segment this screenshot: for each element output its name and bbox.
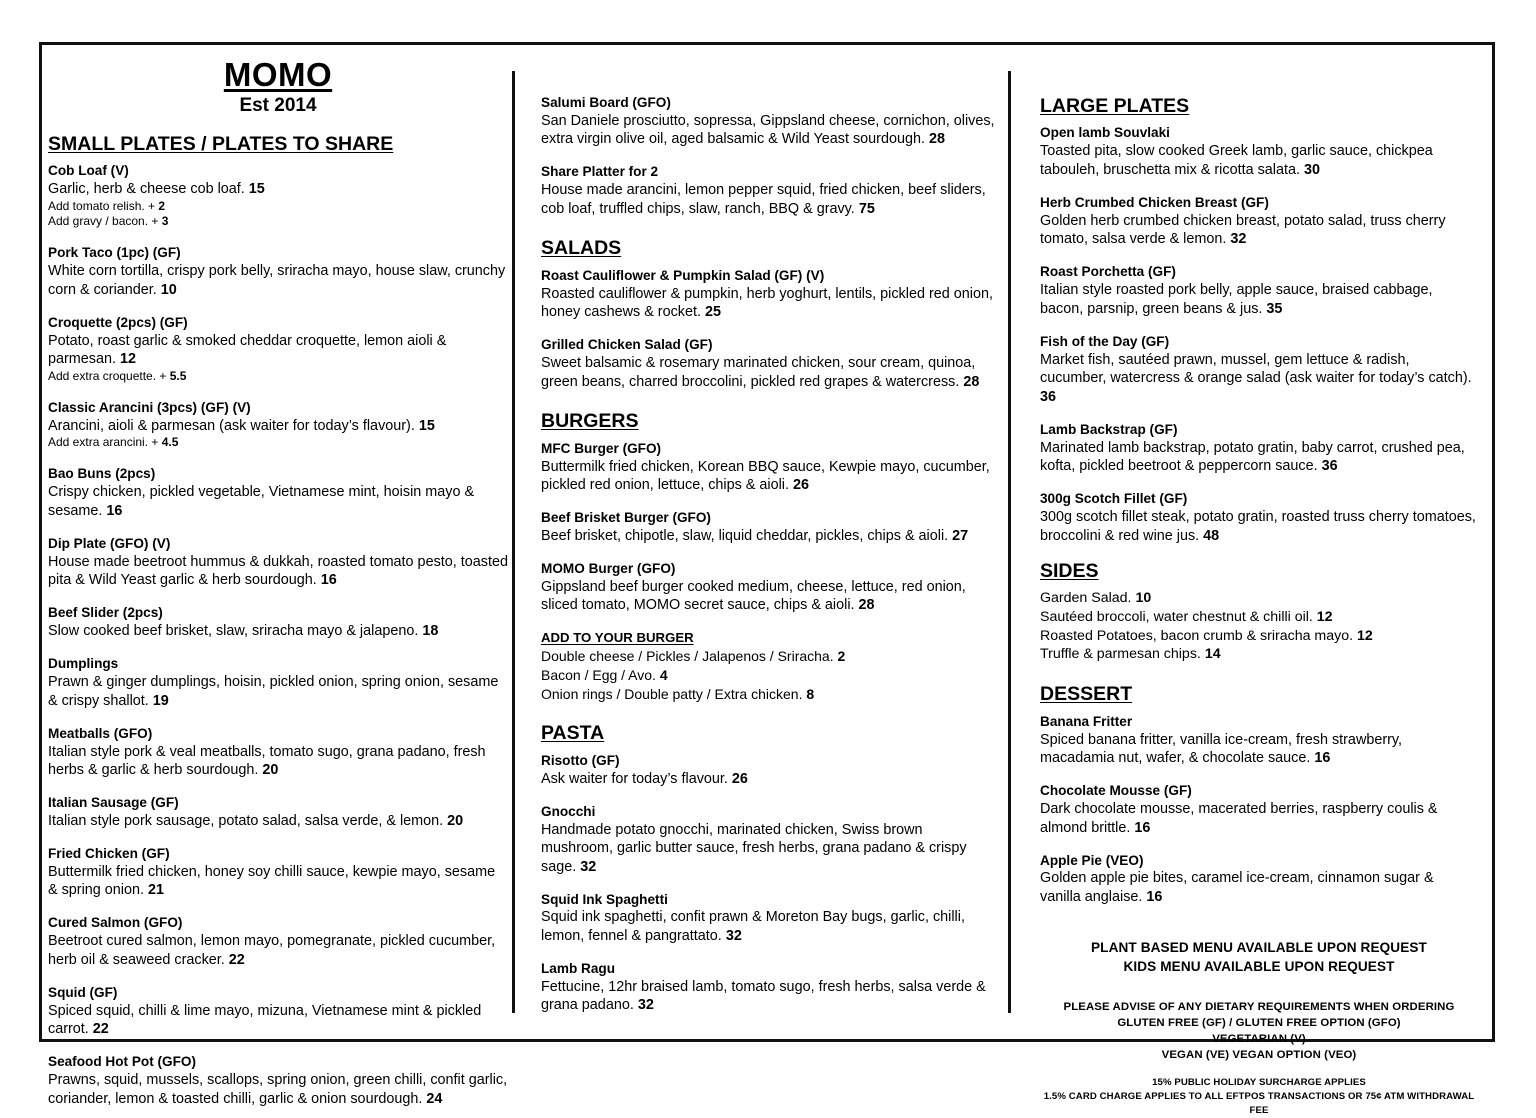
- menu-item-name: Grilled Chicken Salad (GF): [541, 337, 713, 353]
- menu-item-description: Buttermilk fried chicken, Korean BBQ sauce, Kewpie mayo, cucumber, pickled red onion, lettuce, chips & aioli. 26: [541, 458, 990, 494]
- side-line: Truffle & parmesan chips. 14: [1040, 646, 1221, 663]
- menu-item-description: House made arancini, lemon pepper squid, fried chicken, beef sliders, cob loaf, truffled chips, slaw, ranch, BBQ & gravy. 75: [541, 182, 986, 217]
- menu-item-name: Chocolate Mousse (GF): [1040, 783, 1192, 799]
- menu-item-name: MOMO Burger (GFO): [541, 560, 676, 576]
- menu-item-name: Dumplings: [48, 656, 119, 672]
- menu-item-description: Golden apple pie bites, caramel ice-cream, cinnamon sugar & vanilla anglaise. 16: [1040, 870, 1434, 905]
- menu-item-name: Roast Cauliflower & Pumpkin Salad (GF) (V): [541, 267, 825, 283]
- notice-line: PLEASE ADVISE OF ANY DIETARY REQUIREMENTS WHEN ORDERING: [1063, 1000, 1455, 1013]
- menu-item: [1040, 263, 1478, 318]
- menu-item-description: White corn tortilla, crispy pork belly, sriracha mayo, house slaw, crunchy corn & coriander. 10: [48, 263, 506, 298]
- menu-item-name: Croquette (2pcs) (GF): [48, 314, 188, 330]
- menu-item-description: Prawn & ginger dumplings, hoisin, pickled onion, spring onion, sesame & crispy shallot. 19: [48, 674, 499, 709]
- surcharge-notice-list: [1040, 1076, 1478, 1118]
- menu-item: [48, 399, 508, 451]
- dietary-notice-list: [1040, 999, 1478, 1064]
- menu-item: [541, 803, 998, 876]
- salads-item-list: [541, 267, 998, 391]
- burger-addon-line: Double cheese / Pickles / Jalapenos / Sriracha. 2: [541, 648, 846, 665]
- menu-item-description: Handmade potato gnocchi, marinated chicken, Swiss brown mushroom, garlic butter sauce, fresh herbs, grana padano & crispy sage. 32: [541, 821, 967, 875]
- section-title: SMALL PLATES / PLATES TO SHARE: [48, 132, 394, 155]
- menu-item-name: Beef Slider (2pcs): [48, 605, 163, 621]
- menu-item: [1040, 124, 1478, 179]
- menu-item: [48, 604, 508, 640]
- menu-item-description: Gippsland beef burger cooked medium, cheese, lettuce, red onion, sliced tomato, MOMO secret sauce, chips & aioli. 28: [541, 578, 966, 614]
- section-title: SALADS: [541, 237, 622, 260]
- menu-item-name: Cob Loaf (V): [48, 163, 129, 179]
- menu-item-description: Buttermilk fried chicken, honey soy chilli sauce, kewpie mayo, sesame & spring onion. 21: [48, 863, 496, 899]
- menu-item-description: San Daniele prosciutto, sopressa, Gippsland cheese, cornichon, olives, extra virgin olive oil, aged balsamic & Wild Yeast sourdough. 28: [541, 112, 995, 148]
- section-dessert-header: [1040, 683, 1478, 705]
- burger-addon-line: Bacon / Egg / Avo. 4: [541, 667, 668, 684]
- menu-item-name: Squid (GF): [48, 984, 118, 1000]
- menu-item: [541, 960, 998, 1015]
- menu-item-name: MFC Burger (GFO): [541, 440, 662, 456]
- menu-item-name: Fried Chicken (GF): [48, 846, 170, 862]
- menu-item-description: Spiced squid, chilli & lime mayo, mizuna, Vietnamese mint & pickled carrot. 22: [48, 1002, 482, 1038]
- menu-item-description: Beef brisket, chipotle, slaw, liquid cheddar, pickles, chips & aioli. 27: [541, 527, 969, 544]
- burger-addon-line: Onion rings / Double patty / Extra chicken. 8: [541, 685, 815, 702]
- side-line: Garden Salad. 10: [1040, 589, 1152, 606]
- notice-line: 15% PUBLIC HOLIDAY SURCHARGE APPLIES: [1152, 1077, 1366, 1089]
- shared-plates-item-list: [541, 94, 998, 218]
- primary-notice-list: [1040, 938, 1478, 977]
- menu-item: [48, 794, 508, 830]
- menu-item-name: Lamb Ragu: [541, 960, 616, 976]
- menu-item-addon: Add extra croquette. + 5.5: [48, 368, 187, 383]
- menu-item-name: Apple Pie (VEO): [1040, 852, 1144, 868]
- menu-item-description: Beetroot cured salmon, lemon mayo, pomegranate, pickled cucumber, herb oil & seaweed cracker. 22: [48, 933, 496, 968]
- notice-line: GLUTEN FREE (GF) / GLUTEN FREE OPTION (GFO): [1117, 1016, 1401, 1029]
- menu-item-name: Herb Crumbed Chicken Breast (GF): [1040, 194, 1269, 210]
- menu-item: [541, 94, 998, 149]
- menu-item-description: Sweet balsamic & rosemary marinated chicken, sour cream, quinoa, green beans, charred broccolini, pickled red grapes & watercress. 28: [541, 355, 980, 390]
- menu-item-addon: Add extra arancini. + 4.5: [48, 435, 179, 450]
- menu-item-description: Potato, roast garlic & smoked cheddar croquette, lemon aioli & parmesan. 12: [48, 332, 447, 368]
- brand-masthead: [48, 58, 508, 117]
- menu-item: [1040, 333, 1478, 406]
- menu-item: [1040, 421, 1478, 476]
- menu-item-description: Roasted cauliflower & pumpkin, herb yoghurt, lentils, pickled red onion, honey cashews & rocket. 25: [541, 285, 993, 321]
- section-title: PASTA: [541, 722, 605, 745]
- section-pasta-header: [541, 722, 998, 744]
- menu-item-name: Fish of the Day (GF): [1040, 333, 1170, 349]
- menu-item: [541, 440, 998, 495]
- burgers-item-list: [541, 440, 998, 615]
- menu-item-description: Slow cooked beef brisket, slaw, sriracha mayo & jalapeno. 18: [48, 623, 439, 640]
- menu-item: [541, 163, 998, 218]
- menu-page: [39, 42, 1495, 1117]
- menu-item: [48, 655, 508, 710]
- menu-item: [48, 984, 508, 1039]
- menu-item: [48, 535, 508, 590]
- menu-item: [48, 465, 508, 520]
- menu-item-name: Gnocchi: [541, 803, 596, 819]
- menu-column-middle: [514, 45, 1010, 1039]
- menu-item: [1040, 852, 1478, 907]
- menu-item: [48, 162, 508, 230]
- menu-item-name: Banana Fritter: [1040, 713, 1133, 729]
- menu-item-name: Dip Plate (GFO) (V): [48, 535, 171, 551]
- restaurant-name: MOMO: [223, 56, 333, 93]
- menu-item: [48, 914, 508, 969]
- section-small-plates-header: [48, 133, 508, 155]
- menu-item-description: Golden herb crumbed chicken breast, potato salad, truss cherry tomato, salsa verde & lemon. 32: [1040, 212, 1446, 248]
- menu-item: [1040, 194, 1478, 249]
- menu-item-description: Crispy chicken, pickled vegetable, Vietnamese mint, hoisin mayo & sesame. 16: [48, 484, 475, 519]
- menu-item: [48, 725, 508, 780]
- established-year: Est 2014: [239, 94, 317, 116]
- menu-item-description: Arancini, aioli & parmesan (ask waiter for today’s flavour). 15: [48, 417, 435, 434]
- menu-item-name: Bao Buns (2pcs): [48, 466, 156, 482]
- menu-item-name: Roast Porchetta (GF): [1040, 264, 1176, 280]
- menu-column-right: [1010, 45, 1492, 1117]
- menu-item: [541, 336, 998, 391]
- menu-item-description: Prawns, squid, mussels, scallops, spring onion, green chilli, confit garlic, coriander, lemon & toasted chilli, garlic & onion sourdough. 24: [48, 1072, 508, 1107]
- menu-item-name: Lamb Backstrap (GF): [1040, 421, 1178, 437]
- menu-item: [541, 509, 998, 545]
- menu-item-addon: Add tomato relish. + 2: [48, 198, 166, 213]
- menu-item-description: House made beetroot hummus & dukkah, roasted tomato pesto, toasted pita & Wild Yeast garlic & herb sourdough. 16: [48, 553, 508, 589]
- notice-line: KIDS MENU AVAILABLE UPON REQUEST: [1123, 959, 1395, 975]
- side-line: Sautéed broccoli, water chestnut & chilli oil. 12: [1040, 608, 1333, 625]
- section-title: LARGE PLATES: [1040, 95, 1190, 117]
- menu-item-description: Garlic, herb & cheese cob loaf. 15: [48, 181, 265, 198]
- menu-item-description: Spiced banana fritter, vanilla ice-cream, fresh strawberry, macadamia nut, wafer, & chocolate sauce. 16: [1040, 731, 1403, 767]
- menu-item-name: Beef Brisket Burger (GFO): [541, 510, 711, 526]
- menu-item-name: Cured Salmon (GFO): [48, 915, 183, 931]
- menu-item-name: 300g Scotch Fillet (GF): [1040, 491, 1188, 507]
- notice-line: PLANT BASED MENU AVAILABLE UPON REQUEST: [1091, 939, 1427, 955]
- menu-item-description: Italian style pork & veal meatballs, tomato sugo, grana padano, fresh herbs & garlic & herb sourdough. 20: [48, 743, 486, 779]
- menu-item-name: Risotto (GF): [541, 752, 620, 768]
- menu-item: [541, 267, 998, 322]
- menu-item: [541, 891, 998, 946]
- menu-item-description: Dark chocolate mousse, macerated berries, raspberry coulis & almond brittle. 16: [1040, 801, 1438, 836]
- pasta-item-list: [541, 752, 998, 1015]
- menu-item-description: 300g scotch fillet steak, potato gratin, roasted truss cherry tomatoes, broccolini & red wine jus. 48: [1040, 509, 1476, 544]
- menu-item-addon: Add gravy / bacon. + 3: [48, 214, 169, 229]
- menu-item-name: Share Platter for 2: [541, 164, 659, 180]
- dessert-item-list: [1040, 713, 1478, 907]
- menu-item: [541, 752, 998, 788]
- menu-column-left: [42, 45, 514, 1107]
- menu-item: [48, 314, 508, 385]
- menu-item: [1040, 713, 1478, 768]
- menu-item-description: Ask waiter for today’s flavour. 26: [541, 770, 748, 787]
- burger-addons-list: [541, 647, 998, 703]
- side-line: Roasted Potatoes, bacon crumb & sriracha mayo. 12: [1040, 627, 1373, 644]
- menu-item: [541, 560, 998, 615]
- menu-item-name: Salumi Board (GFO): [541, 95, 671, 110]
- menu-item-name: Classic Arancini (3pcs) (GF) (V): [48, 399, 251, 415]
- menu-item-description: Italian style roasted pork belly, apple sauce, braised cabbage, bacon, parsnip, green beans & jus. 35: [1040, 282, 1433, 317]
- menu-item-name: Pork Taco (1pc) (GF): [48, 245, 181, 261]
- section-burgers-header: [541, 410, 998, 432]
- menu-item-name: Italian Sausage (GF): [48, 795, 179, 811]
- section-large-plates-header: [1040, 95, 1478, 117]
- burger-addons-title: ADD TO YOUR BURGER: [541, 630, 694, 646]
- sides-item-list: [1040, 589, 1478, 664]
- menu-item-description: Fettucine, 12hr braised lamb, tomato sugo, fresh herbs, salsa verde & grana padano. 32: [541, 978, 986, 1014]
- section-salads-header: [541, 237, 998, 259]
- menu-item-description: Italian style pork sausage, potato salad, salsa verde, & lemon. 20: [48, 813, 464, 830]
- notice-line: VEGAN (VE) VEGAN OPTION (VEO): [1161, 1049, 1357, 1062]
- notice-line: 1.5% CARD CHARGE APPLIES TO ALL EFTPOS TRANSACTIONS OR 75¢ ATM WITHDRAWAL FEE: [1043, 1091, 1475, 1117]
- small-plates-item-list: [48, 162, 508, 1108]
- section-title: SIDES: [1040, 559, 1099, 582]
- menu-item: [1040, 782, 1478, 837]
- menu-item-description: Market fish, sautéed prawn, mussel, gem lettuce & radish, cucumber, watercress & orange salad (ask waiter for today’s catch). 36: [1040, 351, 1472, 405]
- menu-item: [48, 845, 508, 900]
- menu-item-description: Marinated lamb backstrap, potato gratin, baby carrot, crushed pea, kofta, pickled beetroot & peppercorn sauce. 36: [1040, 439, 1465, 475]
- menu-item-name: Open lamb Souvlaki: [1040, 125, 1170, 141]
- section-title: BURGERS: [541, 410, 639, 433]
- section-sides-header: [1040, 560, 1478, 582]
- menu-item-name: Seafood Hot Pot (GFO): [48, 1054, 197, 1070]
- burger-addons-block: [541, 629, 998, 703]
- section-title: DESSERT: [1040, 683, 1133, 706]
- menu-item-description: Toasted pita, slow cooked Greek lamb, garlic sauce, chickpea tabouleh, bruschetta mix & ricotta salata. 30: [1040, 143, 1433, 178]
- menu-item: [48, 1053, 508, 1108]
- notice-line: VEGETARIAN (V): [1212, 1032, 1306, 1045]
- menu-item: [1040, 490, 1478, 545]
- menu-item: [48, 244, 508, 299]
- footer-notices: [1040, 921, 1478, 1118]
- menu-item-description: Squid ink spaghetti, confit prawn & Moreton Bay bugs, garlic, chilli, lemon, fennel & pangrattato. 32: [541, 909, 965, 944]
- menu-item-name: Squid Ink Spaghetti: [541, 891, 668, 907]
- menu-item-name: Meatballs (GFO): [48, 725, 153, 741]
- large-plates-item-list: [1040, 124, 1478, 545]
